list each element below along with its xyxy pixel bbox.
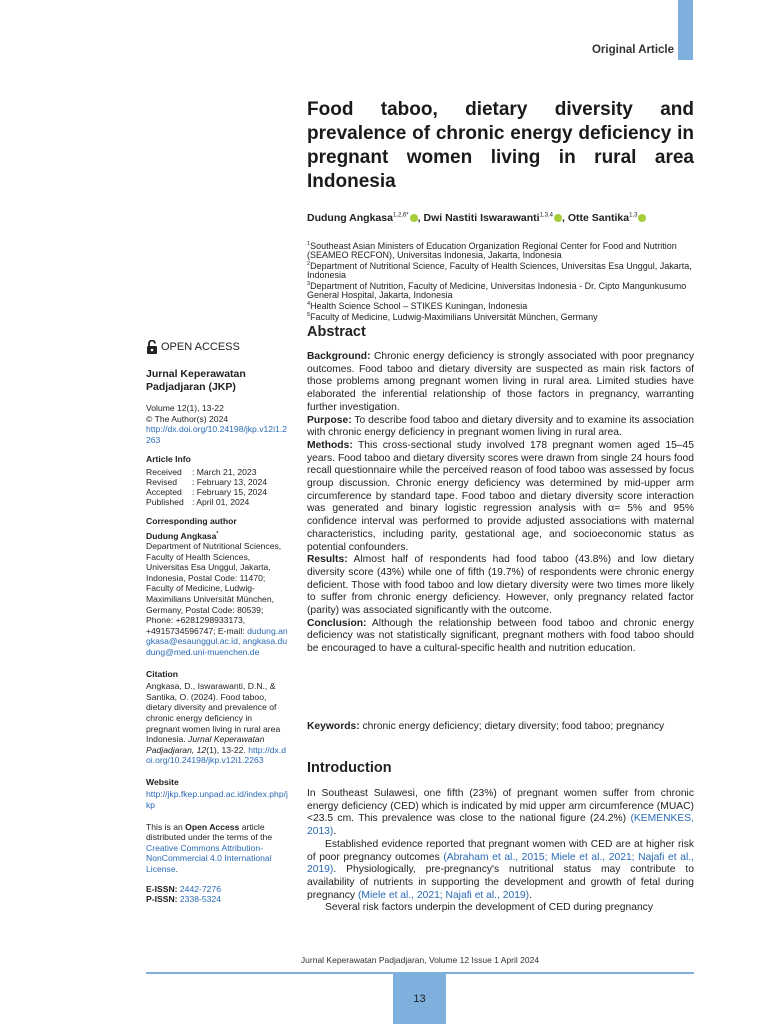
affiliations — [307, 240, 694, 322]
citation-doi-link[interactable]: http://dx.doi.org/10.24198/jkp.v12i1.2263 — [146, 744, 286, 766]
journal-name: Jurnal Keperawatan Padjadjaran (JKP) — [146, 368, 246, 393]
affiliation-item: $^1$Southeast Asian Ministers of Education Organization Regional Center for Food and Nutrition (SEAMEO RECFON), Universitas Indonesia, Jakarta, Indonesia — [307, 241, 677, 260]
pissn: P-ISSN: 2338-5324 — [146, 894, 222, 905]
eissn: E-ISSN: 2442-7276 — [146, 883, 222, 894]
footer-journal-line: Jurnal Keperawatan Padjadjaran, Volume 12 Issue 1 April 2024 — [300, 955, 540, 965]
website-heading: Website — [146, 776, 179, 787]
license-text: This is an Open Access article distributed under the terms of the Creative Commons Attribution-NonCommercial 4.0 International License. — [146, 821, 273, 875]
article-info-heading: Article Info — [146, 454, 191, 465]
citation-text: Angkasa, D., Iswarawanti, D.N., & Santika, O. (2024). Food taboo, dietary diversity and prevalence of chronic energy deficiency in pregnant women living in rural area Indonesia. Jurnal Keperawatan Padjadjaran, 12(1), 13-22. http://dx.doi.org/10.24198/jkp.v12i1.2263 — [146, 681, 286, 766]
abstract-methods: Methods: This cross-sectional study involved 178 pregnant women aged 15–45 years. Food taboo and dietary diversity scores were drawn from single 24 hours food recall questionnaire while the perceived reason of food taboo was assessed by focus group discussion. Chronic energy deficiency was determined by mid-upper arm circumference by standard tape. Food taboo and dietary diversity score interaction was generated and binary logistic regression analysis with α= 5% and 95% confidence interval was performed to provide adjusted associations with maternal characteristics, including parity, gestational age, and socioeconomic status as potential confounders. — [307, 439, 694, 553]
date-row: Revised : February 13, 2024 — [146, 476, 268, 487]
abstract-purpose: Purpose: To describe food taboo and dietary diversity and to examine its association with chronic energy deficiency in pregnant women living in rural area. — [307, 414, 694, 439]
orcid-icon[interactable] — [638, 214, 646, 222]
date-row: Published : April 01, 2024 — [146, 496, 250, 507]
author-name: Dwi Nastiti Iswarawanti — [423, 212, 540, 224]
article-dates — [146, 467, 267, 507]
volume-info: Volume 12(1), 13-22 — [146, 403, 224, 413]
corresponding-author-name: Dudung Angkasa* — [146, 530, 219, 541]
open-access-badge: OPEN ACCESS — [146, 340, 288, 354]
affiliation-item: $^4$Health Science School – STIKES Kuningan, Indonesia — [307, 301, 528, 311]
citation-link[interactable]: (KEMENKES, 2013) — [307, 813, 694, 838]
citation-heading: Citation — [146, 668, 178, 679]
article-title: Food taboo, dietary diversity and prevalence of chronic energy deficiency in pregnant women living in rural area Indonesia — [307, 99, 694, 192]
license-link[interactable]: Creative Commons Attribution-NonCommercial 4.0 International License — [146, 842, 272, 875]
open-lock-icon — [146, 340, 158, 354]
intro-paragraph: Established evidence reported that pregnant women with CED are at higher risk of poor pregnancy outcomes (Abraham et al., 2015; Miele et al., 2021; Najafi et al., 2019). Physiologically, pre-pregnancy's nutritional status may contribute to availability of nutrients in supporting the development and growth of fetal during pregnancy (Miele et al., 2021; Najafi et al., 2019). — [307, 838, 694, 901]
abstract-body — [307, 351, 694, 656]
abstract-conclusion: Conclusion: Although the relationship between food taboo and chronic energy deficiency was not statistically significant, pregnant mothers with food taboo should be encouraged to have a cultural-specific health and nutrition education. — [307, 617, 695, 655]
citation-link[interactable]: (Miele et al., 2021; Najafi et al., 2019) — [357, 889, 530, 901]
date-row: Received : March 21, 2023 — [146, 466, 257, 477]
email-link[interactable]: dudung.angkasa@esaunggul.ac.id, angkasa.dudung@med.uni-muenchen.de — [146, 625, 288, 657]
citation-link[interactable]: (Abraham et al., 2015; Miele et al., 2021; Najafi et al., 2019) — [307, 851, 694, 876]
orcid-icon[interactable] — [554, 214, 562, 222]
abstract-results: Results: Almost half of respondents had food taboo (43.8%) and low dietary diversity score (43%) while one of fifth (19.7%) of respondents were chronic energy deficient. Those with food taboo and low dietary diversity were two times more likely to suffer from chronic energy deficiency. However, only pregnancy related factor (parity) was associated significantly with the outcome. — [307, 554, 694, 617]
doi-link[interactable]: http://dx.doi.org/10.24198/jkp.v12i1.2263 — [146, 424, 287, 445]
author-name: Dudung Angkasa — [307, 212, 393, 224]
page-number: 13 — [393, 974, 446, 1024]
header-accent-tab — [678, 0, 693, 60]
orcid-icon[interactable] — [410, 214, 418, 222]
intro-paragraph: Several risk factors underpin the development of CED during pregnancy — [325, 902, 653, 914]
pissn-link[interactable]: 2338-5324 — [179, 894, 222, 905]
copyright: © The Author(s) 2024 — [146, 413, 229, 424]
introduction-body — [307, 788, 694, 915]
affiliation-item: $^3$Department of Nutrition, Faculty of Medicine, Universitas Indonesia - Dr. Cipto Mangunkusumo General Hospital, Jakarta, Indonesia — [307, 281, 687, 300]
sidebar — [146, 340, 288, 905]
intro-paragraph: In Southeast Sulawesi, one fifth (23%) of pregnant women suffer from chronic energy deficiency (CED) which is indicated by mid upper arm circumference (MUAC) <23.5 cm. This prevalence was close to the national figure (24.2%) (KEMENKES, 2013). — [307, 788, 694, 838]
website-link[interactable]: http://jkp.fkep.unpad.ac.id/index.php/jkp — [146, 789, 288, 811]
abstract-background: Background: Chronic energy deficiency is strongly associated with poor pregnancy outcomes. Food taboo and dietary diversity are suspected as main risk factors of those problems among pregnant women living in rural area. Limited studies have elaborated the inferential relationship of those factors in pregnancy, warranting further investigation. — [307, 351, 694, 413]
introduction-heading: Introduction — [307, 760, 392, 776]
corresponding-author-details: Department of Nutritional Sciences, Faculty of Health Sciences, Universitas Esa Unggul, Jakarta, Indonesia, Postal Code: 11470; Faculty of Medicine, Ludwig-Maximilians Universität München, Germany, Postal Code: 80539; Phone: +6281298933173, +4915734596747; E-mail: dudung.angkasa@esaunggul.ac.id, angkasa.dudung@med.uni-muenchen.de — [146, 541, 288, 657]
affiliation-item: $^5$Faculty of Medicine, Ludwig-Maximilians Universität München, Germany — [307, 312, 598, 322]
corresponding-author-heading: Corresponding author — [146, 515, 237, 526]
eissn-link[interactable]: 2442-7276 — [179, 883, 222, 894]
author-name: Otte Santika — [567, 212, 630, 224]
date-row: Accepted : February 15, 2024 — [146, 486, 268, 497]
keywords: Keywords: chronic energy deficiency; dietary diversity; food taboo; pregnancy — [307, 721, 665, 732]
article-type-label: Original Article — [591, 44, 674, 56]
affiliation-item: $^2$Department of Nutritional Science, Faculty of Health Sciences, Universitas Esa Unggul, Jakarta, Indonesia — [307, 261, 692, 280]
abstract-heading: Abstract — [307, 324, 366, 340]
author-list: Dudung Angkasa$^{1,2,6*}$ , Dwi Nastiti Iswarawanti$^{1,3,4}$ , Otte Santika$^{1,3}$ — [307, 212, 697, 224]
